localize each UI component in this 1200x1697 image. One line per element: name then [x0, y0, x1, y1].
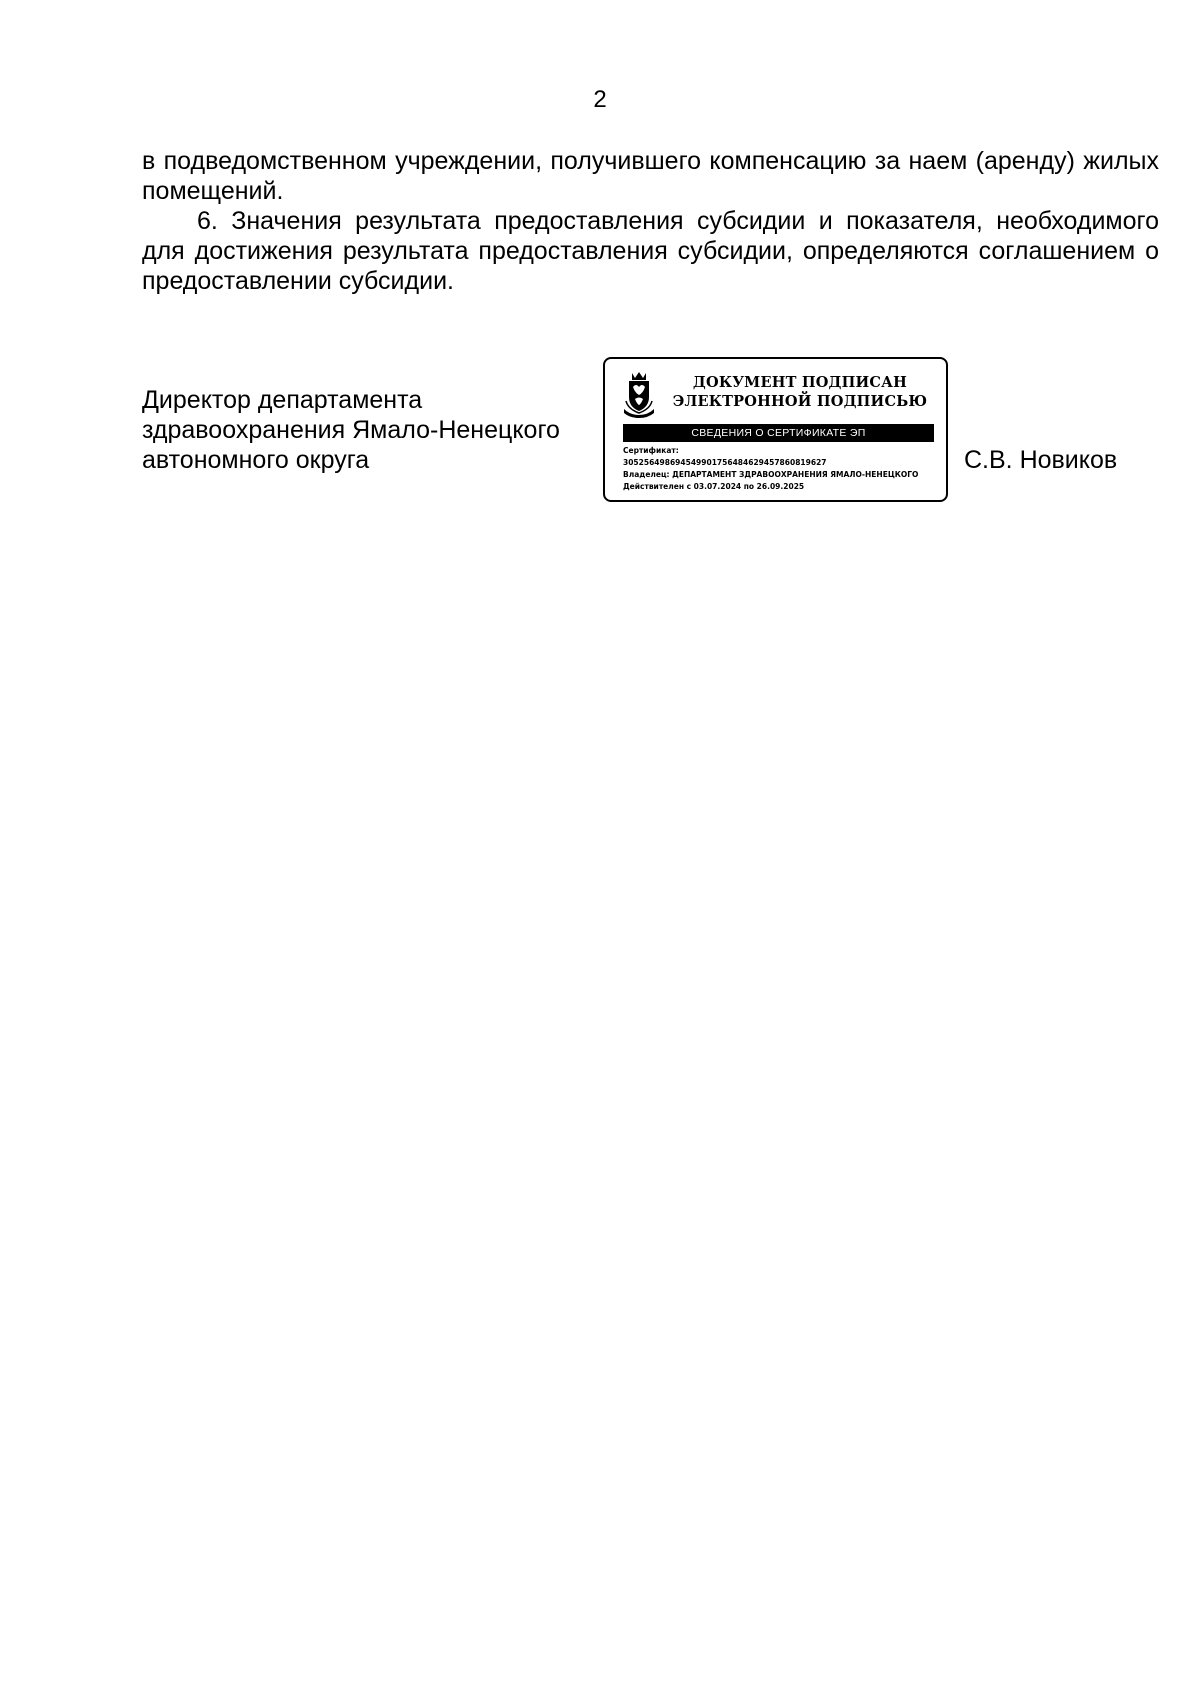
certificate-info-bar: СВЕДЕНИЯ О СЕРТИФИКАТЕ ЭП: [623, 424, 934, 442]
signer-title-line: автономного округа: [142, 446, 370, 474]
certificate-details: [623, 445, 948, 493]
stamp-heading-line: ЭЛЕКТРОННОЙ ПОДПИСЬЮ: [672, 393, 928, 410]
electronic-signature-stamp: [603, 357, 948, 502]
signer-name: С.В. Новиков: [964, 446, 1118, 474]
signer-title-line: Директор департамента: [142, 386, 423, 414]
coat-of-arms-icon: [620, 371, 658, 419]
stamp-heading-line: ДОКУМЕНТ ПОДПИСАН: [692, 374, 908, 391]
signer-title: [142, 385, 602, 475]
stamp-heading: [665, 373, 935, 411]
paragraph-item-6: 6. Значения результата предоставления субсидии и показателя, необходимого для достижения результата предоставления субсидии, определяются соглашением о предоставлении субсидии.: [142, 207, 1159, 295]
paragraph-continuation: в подведомственном учреждении, получившего компенсацию за наем (аренду) жилых помещений.: [142, 147, 1159, 205]
page-number: 2: [593, 86, 607, 113]
signer-title-line: здравоохранения Ямало-Ненецкого: [142, 416, 560, 444]
certificate-label: Сертификат:: [623, 446, 679, 455]
certificate-owner: Владелец: ДЕПАРТАМЕНТ ЗДРАВООХРАНЕНИЯ ЯМАЛО-НЕНЕЦКОГО: [623, 470, 919, 479]
certificate-validity: Действителен с 03.07.2024 по 26.09.2025: [623, 482, 805, 491]
document-body: [142, 146, 1159, 296]
certificate-number: 305256498694549901756484629457860819627: [623, 458, 827, 467]
